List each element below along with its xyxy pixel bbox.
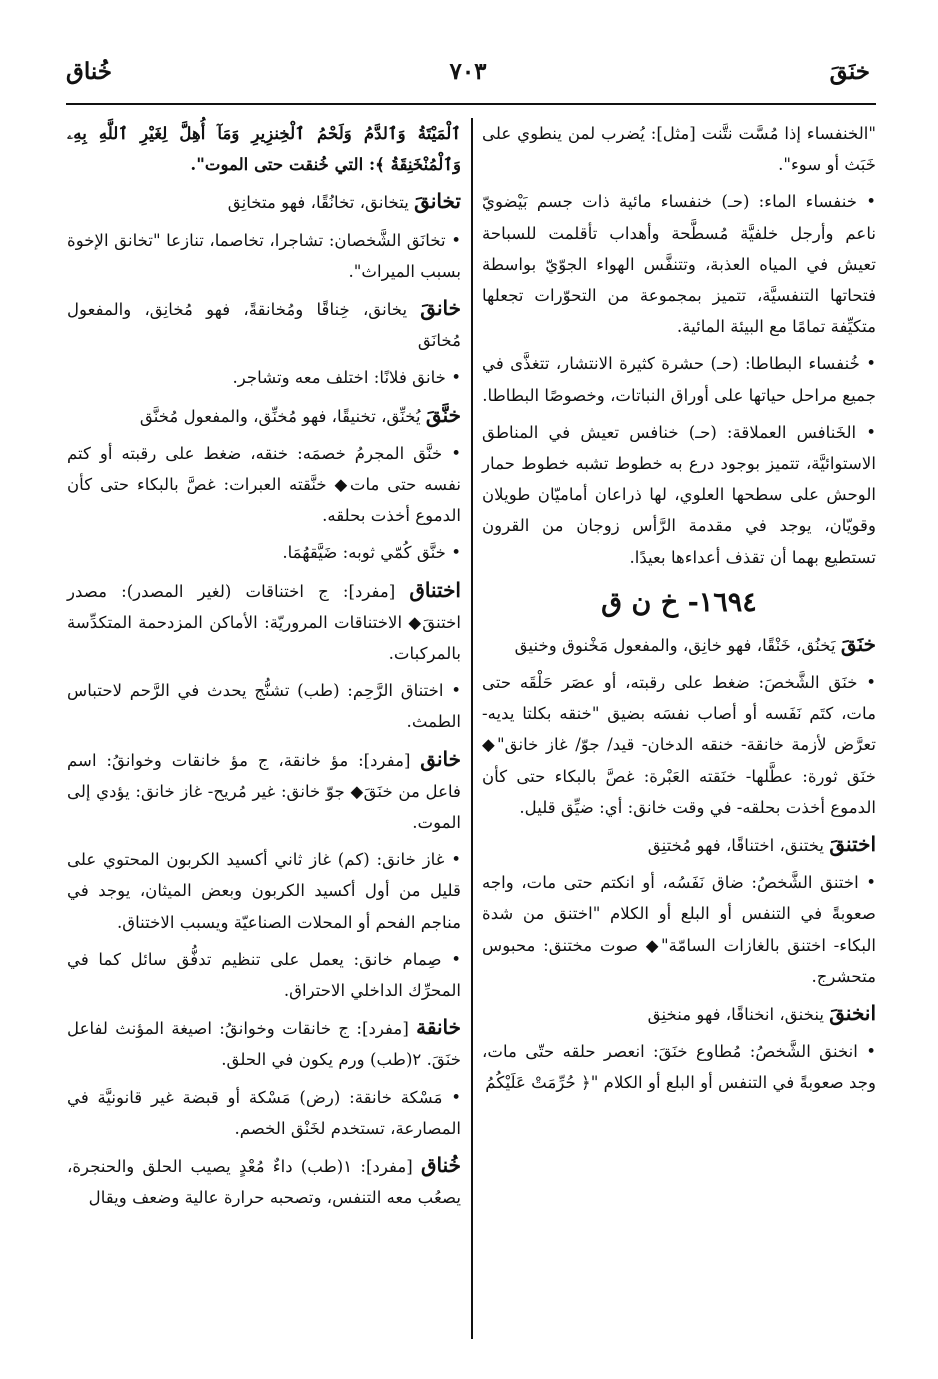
header-left-word: خُناق (66, 58, 113, 85)
entry-text: "الخنفساء إذا مُسَّت نتَّنت [مثل]: يُضرب لمن ينطوي على خَبَث أو سوء". (482, 124, 876, 175)
headword: خانق (420, 746, 461, 771)
headword: خنَقَ (840, 631, 876, 656)
headword: اختنقَ (829, 832, 876, 857)
right-column (482, 118, 876, 1105)
entry-text: • صِمام خانق: يعمل على تنظيم تدفُّق سائل كما في المحرِّك الداخلي الاحتراق. (67, 949, 461, 1001)
headword-entry (67, 1150, 461, 1213)
entry-text: • خنَّق كُمّي ثوبه: ضَيَّقهُمَا. (282, 543, 461, 563)
headword: تخانقَ (414, 189, 461, 214)
entry-text: • تخانَق الشَّخصان: تشاجرا، تخاصما، تنازعا "تخانق الإخوة بسبب الميراث". (67, 230, 461, 281)
entry-text: يَخنُق، خَنْقًا، فهو خانِق، والمفعول مَخْنوق وخنيق (514, 635, 841, 655)
entry-text: • اختناق الرَّحِم: (طب) تشنُّج يحدث في الرَّحم لاحتباس الطمث. (67, 681, 461, 732)
entry-text: ٱلْمَيْتَةُ وَٱلدَّمُ وَلَحْمُ ٱلْخِنزِيرِ وَمَآ أُهِلَّ لِغَيْرِ ٱللَّهِ بِهِۦ وَٱلْمُنْخَنِقَةُ ﴾: التي خُنقت حتى الموت". (67, 123, 461, 175)
column-divider (471, 118, 473, 1339)
headword-entry (67, 186, 461, 218)
headword-entry (482, 998, 876, 1030)
headword: خُناق (420, 1153, 461, 1178)
headword-entry (67, 293, 461, 356)
headword-entry (67, 575, 461, 670)
entry-text: • خانق فلانًا: اختلف معه وتشاجر. (232, 368, 461, 388)
entry-text: • خنَّق المجرمُ خصمَه: خنقه، ضغط على رقبته أو كتم نفسه حتى مات◆ خنَّقته العبرات: غصَّ بالبكاء حتى كأن الدموع أخذت بحلقه. (67, 443, 461, 526)
header-rule (66, 103, 876, 105)
page-number: ٧٠٣ (449, 58, 487, 85)
headword-entry (67, 1012, 461, 1075)
header-right-word: خنَقَ (829, 58, 870, 85)
entry-text: • غاز خانق: (كم) غاز ثاني أكسيد الكربون المحتوي على قليل من أول أكسيد الكربون وبعض الميثان، يوجد في مناجم الفحم أو المحلات الصناعيّة ويسبب الاختناق. (67, 850, 461, 932)
entry-text: • اختنق الشَّخصُ: ضاق نَفَسُه، أو انكتم حتى مات، واجه صعوبةً في التنفس أو البلع أو الكلام "اختنق من شدة البكاء- اختنق بالغازات السامّة"◆ صوت مختنق: محبوس متحشرج. (482, 873, 876, 986)
entry-text: • الخَنافس العملاقة: (حـ) خنافس تعيش في المناطق الاستوائيَّة، تتميز بوجود درع به خطوط تشبه خطوط حمار الوحش على سطحها العلوي، لها ذراعان أماميّان طويلان وقويّان، يوجد في مقدمة الرَّأس زوجان من القرون تستطيع بهما أن تقذف أعداءها بعيدًا. (482, 422, 876, 567)
headword: خنَّقَ (425, 402, 461, 427)
entry-text: يُخنِّق، تخنيقًا، فهو مُخنِّق، والمفعول مُخنَّق (139, 406, 426, 426)
entry-text: يخانق، خِناقًا ومُخانقةً، فهو مُخانِق، والمفعول مُخانَق (67, 300, 461, 351)
headword-entry (482, 829, 876, 861)
entry-text: [مفرد]: مؤ خانقة، ج مؤ خانقات وخوانقُ: اسم فاعل من خنَقَ◆ جوّ خانق: غير مُريح- غاز خانق: يؤدي إلى الموت. (67, 750, 461, 833)
entry-text: • خُنفساء البطاطا: (حـ) حشرة كثيرة الانتشار، تتغذَّى في جميع مراحل حياتها على أوراق النباتات، وخصوصًا البطاطا. (482, 354, 876, 405)
entry-text: • خنفساء الماء: (حـ) خنفساء مائية ذات جسم بَيْضويّ ناعم وأرجل خلفيَّة مُسطَّحة وأهداب تأقلمت للسباحة تعيش في المياه العذبة، وتتنفَّس الهواء الجوّيّ بواسطة فتحاتها التنفسيَّة، تتميز بمجموعة من التحوّرات تجعلها متكيِّفة تمامًا مع البيئة المائية. (482, 192, 876, 337)
headword: خانقَ (420, 296, 461, 321)
entry-text: ينخنق، انخناقًا، فهو منخنِق (647, 1005, 830, 1025)
headword: انخنقَ (829, 1001, 876, 1026)
headword: خانقة (416, 1015, 461, 1040)
entry-text: [مفرد]: ج اختناقات (لغير المصدر): مصدر اختنقَ◆ الاختناقات المروريّة: الأماكن المزدحمة المتكدِّسة بالمركبات. (67, 581, 461, 664)
headword-entry (67, 400, 461, 432)
headword-entry (482, 629, 876, 661)
entry-text: يختنق، اختناقًا، فهو مُختنِق (647, 836, 830, 856)
entry-text: [مفرد]: ج خانقات وخوانقُ: اصيغة المؤنث لفاعل خنَقَ. ٢(طب) ورم يكون في الحلق. (67, 1019, 461, 1070)
headword: اختناق (409, 577, 461, 602)
root-heading: ١٦٩٤- خ ن ق (601, 586, 757, 618)
entry-text: [مفرد]: ١(طب) داءٌ مُعْدٍ يصيب الحلق والحنجرة، يصعُب معه التنفس، وتصحبه حرارة عالية وضعف ويقال (67, 1157, 461, 1208)
entry-text: يتخانق، تخانُقًا، فهو متخانِق (227, 193, 415, 213)
entry-text: • خنَق الشَّخصَ: ضغط على رقبته، أو عصَر حَلْقَه حتى مات، كتَم نَفَسه أو أصاب نفسَه بضيق "خنقه بكلتا يديه- تعرَّض لأزمة خانقة- خنقه الدخان- قيد/ جوّ/ غاز خانق"◆ خنَق ثورة: عطَّلها- خنَقته العَبْرة: غصَّ بالبكاء حتى كأن الدموع أخذت بحلقه- في وقت خانق: أي: ضيِّق قليل. (482, 673, 876, 817)
left-column (67, 118, 461, 1220)
headword-entry (67, 744, 461, 839)
entry-text: • مَسْكة خانقة: (رض) مَسْكة أو قبضة غير قانونيَّة في المصارعة، تستخدم لخَنْق الخصم. (67, 1087, 461, 1138)
entry-text: • انخنق الشَّخصُ: مُطاوع خنَقَ: انعصر حلقه حتّى مات، وجد صعوبةً في التنفس أو البلع أو الكلام "﴿ حُرِّمَتْ عَلَيْكُمُ (482, 1042, 876, 1093)
page-header (60, 58, 876, 98)
